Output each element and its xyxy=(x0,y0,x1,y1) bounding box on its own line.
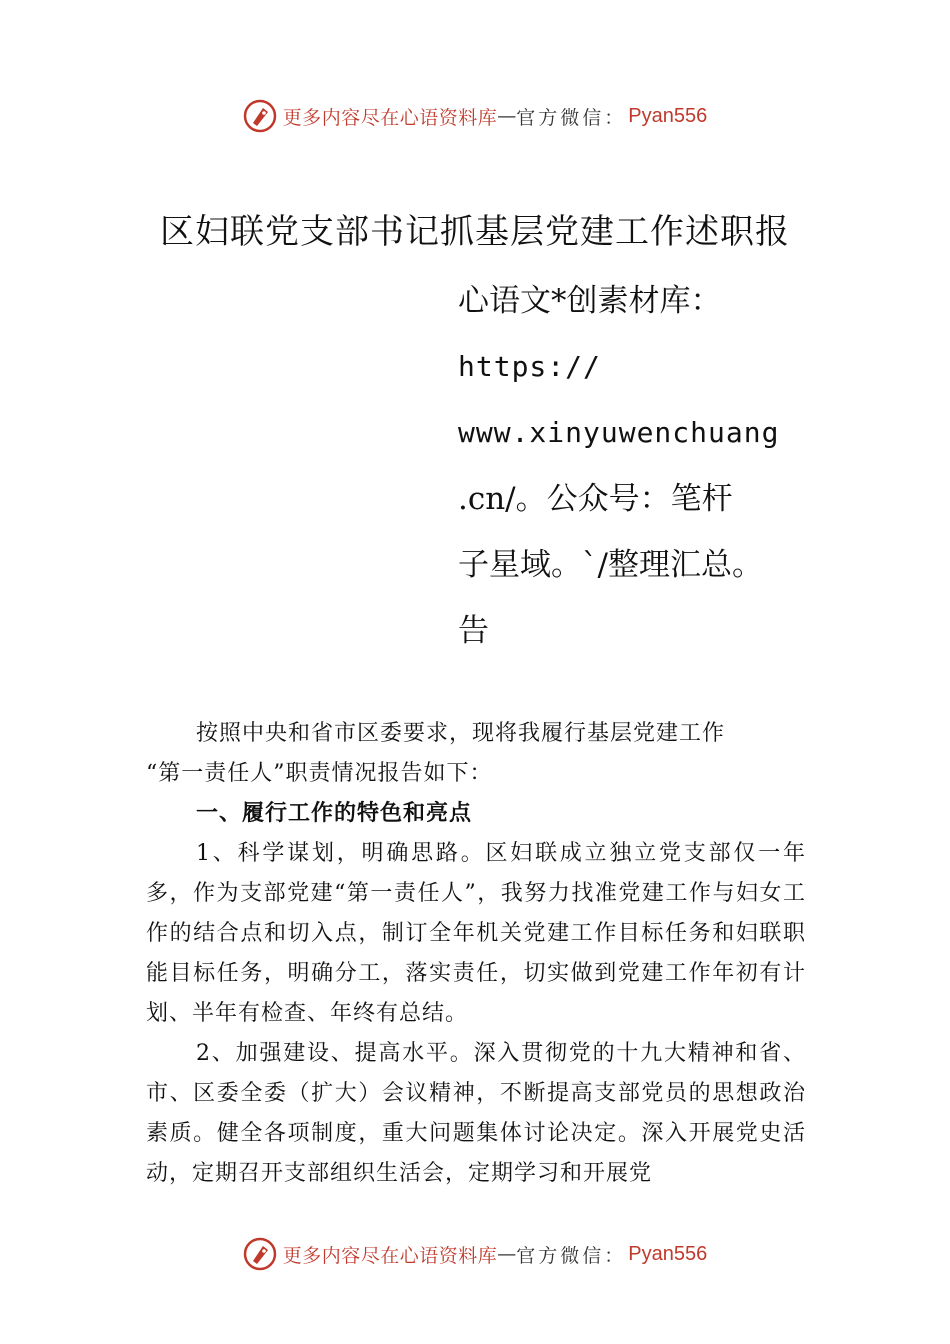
paragraph: 2、加强建设、提高水平。深入贯彻党的十九大精神和省、市、区委全委（扩大）会议精神，不断提高支部党员的思想政治素质。健全各项制度，重大问题集体讨论决定。深入开展党史活动，定期召开支部组织生活会，定期学习和开展党 xyxy=(146,1041,806,1186)
banner-wechat-label: 官方微信： xyxy=(516,106,627,129)
section-heading: 一、履行工作的特色和亮点 xyxy=(196,801,473,826)
banner-wechat-id: Pyan556 xyxy=(628,1242,708,1265)
banner-slogan: 更多内容尽在心语资料库 xyxy=(282,1244,498,1267)
banner-wechat-id: Pyan556 xyxy=(628,104,708,127)
ad-line-url: https:// xyxy=(458,350,601,383)
banner-separator: — xyxy=(497,1243,517,1265)
pen-nib-logo-icon xyxy=(243,1237,277,1271)
ad-line: 心语文*创素材库： xyxy=(458,283,722,319)
ad-line: 子星域。`/整理汇总。 xyxy=(458,547,763,583)
document-title: 区妇联党支部书记抓基层党建工作述职报 xyxy=(160,212,790,252)
inserted-ad-block xyxy=(458,268,818,664)
banner-wechat-label: 官方微信： xyxy=(516,1244,627,1267)
paragraph: 1、科学谋划，明确思路。区妇联成立独立党支部仅一年多，作为支部党建“第一责任人”，我努力找准党建工作与妇女工作的结合点和切入点，制订全年机关党建工作目标任务和妇联职能目标任务，明确分工，落实责任，切实做到党建工作年初有计划、半年有检查、年终有总结。 xyxy=(146,841,806,1026)
intro-line: “第一责任人”职责情况报告如下： xyxy=(146,761,493,786)
ad-line-url: www.xinyuwenchuang xyxy=(458,416,780,449)
title-tail: 告 xyxy=(458,613,489,649)
ad-line: .cn/。公众号：笔杆 xyxy=(458,481,733,517)
pen-nib-logo-icon xyxy=(243,99,277,133)
intro-line: 按照中央和省市区委要求，现将我履行基层党建工作 xyxy=(196,721,726,746)
document-body xyxy=(146,714,806,1194)
banner-separator: — xyxy=(497,105,517,127)
banner-slogan: 更多内容尽在心语资料库 xyxy=(282,106,498,129)
header-banner xyxy=(0,96,950,136)
footer-banner xyxy=(0,1234,950,1274)
